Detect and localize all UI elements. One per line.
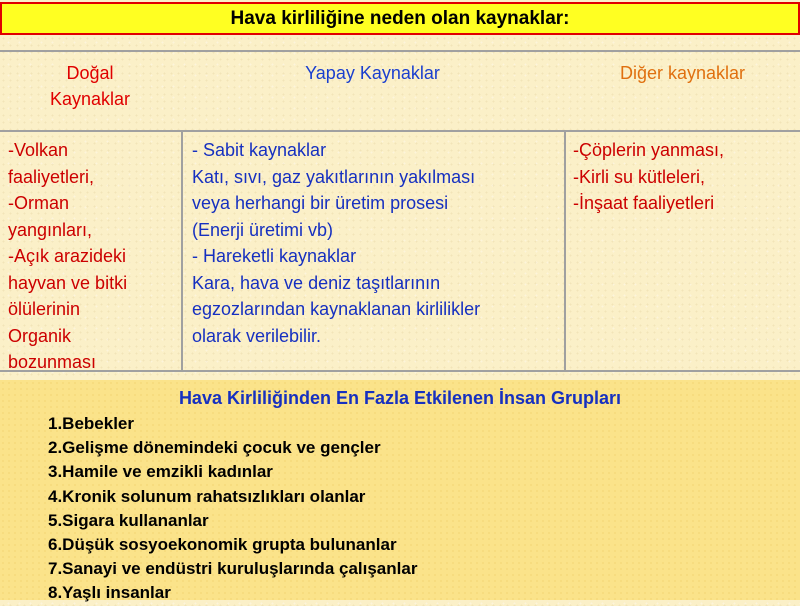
list-item: olarak verilebilir. [192,325,322,346]
list-item: -Kirli su kütleleri, [573,166,706,187]
list-item: - Hareketli kaynaklar [192,246,357,266]
list-item: egzozlarından kaynaklanan kirlilikler [192,299,481,319]
list-item: 6.Düşük sosyoekonomik grupta bulunanlar [48,535,397,555]
slide-title [0,2,800,35]
list-item: 7.Sanayi ve endüstri kuruluşlarında çalışanlar [48,559,418,579]
list-item: 4.Kronik solunum rahatsızlıkları olanlar [48,486,366,506]
other-sources-cell [573,137,798,217]
list-item: 3.Hamile ve emzikli kadınlar [48,462,273,482]
affected-groups-list [48,412,417,606]
list-item: (Enerji üretimi vb) [192,219,334,240]
header-natural-line-1: Doğal [66,63,114,83]
list-item: ölülerinin [8,299,81,319]
list-item: -Volkan [8,140,69,160]
list-item: hayvan ve bitki [8,272,128,293]
affected-groups-title: Hava Kirliliğinden En Fazla Etkilenen İnsan Grupları [178,388,622,408]
list-item: -Orman [8,193,70,213]
sources-table [0,50,800,372]
header-other: Diğer kaynaklar [619,63,746,83]
header-natural [0,60,180,112]
list-item: 8.Yaşlı insanlar [48,583,171,603]
list-item: -İnşaat faaliyetleri [573,193,715,213]
list-item: - Sabit kaynaklar [192,140,327,160]
natural-sources-cell [8,137,178,376]
list-item: Kara, hava ve deniz taşıtlarının [192,272,441,293]
slide-title-text: Hava kirliliğine neden olan kaynaklar: [230,7,570,29]
list-item: -Çöplerin yanması, [573,140,725,160]
list-item: -Açık arazideki [8,246,127,266]
table-header-row [0,52,800,132]
list-item: veya herhangi bir üretim prosesi [192,193,449,213]
list-item: yangınları, [8,219,93,240]
table-body-row [0,131,800,372]
list-item: Katı, sıvı, gaz yakıtlarının yakılması [192,166,476,187]
artificial-sources-cell [192,137,562,349]
list-item: 1.Bebekler [48,414,134,433]
header-natural-line-2: Kaynaklar [49,89,131,109]
list-item: Organik [8,325,72,346]
affected-groups-panel [0,380,800,603]
list-item: bozunması [8,352,97,372]
list-item: faaliyetleri, [8,166,95,187]
list-item: 5.Sigara kullananlar [48,510,209,530]
list-item: 2.Gelişme dönemindeki çocuk ve gençler [48,438,381,458]
header-artificial: Yapay Kaynaklar [305,63,440,83]
